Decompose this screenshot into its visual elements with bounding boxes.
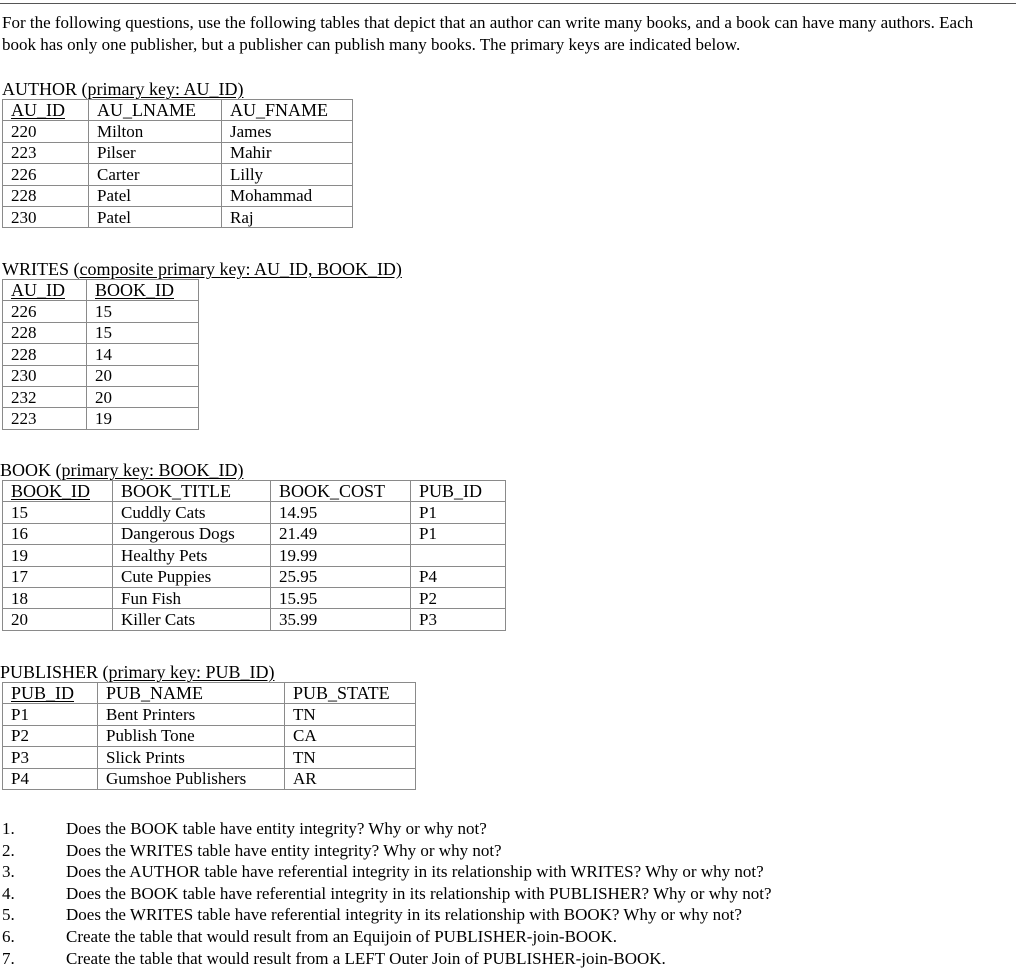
book-header-pub-id: PUB_ID <box>411 481 506 502</box>
author-table-cell: Milton <box>89 121 222 142</box>
author-table <box>2 99 353 228</box>
writes-table-row <box>3 386 199 407</box>
author-body <box>3 121 353 228</box>
publisher-table-row <box>3 704 416 725</box>
author-table-cell: Raj <box>222 206 353 227</box>
writes-table-row <box>3 344 199 365</box>
author-table-cell: Patel <box>89 206 222 227</box>
book-table-cell: Dangerous Dogs <box>113 523 271 544</box>
writes-table-cell: 232 <box>3 386 87 407</box>
book-table-cell: 15.95 <box>271 587 411 608</box>
publisher-table-cell: P2 <box>3 725 98 746</box>
author-table-cell: 226 <box>3 164 89 185</box>
author-caption-prefix: AUTHOR ( <box>2 79 88 99</box>
book-table-cell: 15 <box>3 502 113 523</box>
publisher-table-row <box>3 725 416 746</box>
question-text: Does the AUTHOR table have referential integrity in its relationship with WRITES? Why or why not? <box>66 862 764 882</box>
author-table-row <box>3 206 353 227</box>
author-table-cell: 230 <box>3 206 89 227</box>
publisher-table-cell: AR <box>285 768 416 789</box>
writes-caption <box>2 259 402 279</box>
question-item <box>2 883 772 905</box>
publisher-table-cell: P1 <box>3 704 98 725</box>
writes-caption-prefix: WRITES ( <box>2 259 80 279</box>
publisher-table-cell: Bent Printers <box>98 704 285 725</box>
writes-body <box>3 301 199 429</box>
book-caption <box>0 460 243 480</box>
book-header-book-title: BOOK_TITLE <box>113 481 271 502</box>
writes-table-cell: 20 <box>87 365 199 386</box>
book-header-book-id: BOOK_ID <box>3 481 113 502</box>
writes-table-cell: 14 <box>87 344 199 365</box>
publisher-header-pub-name: PUB_NAME <box>98 683 285 704</box>
author-caption-key: primary key: AU_ID) <box>87 79 244 99</box>
writes-header-row <box>3 280 199 301</box>
question-item <box>2 948 772 970</box>
publisher-table-cell: CA <box>285 725 416 746</box>
publisher-table-row <box>3 768 416 789</box>
book-table-cell: P2 <box>411 587 506 608</box>
author-table-cell: Mohammad <box>222 185 353 206</box>
writes-header-book-id: BOOK_ID <box>87 280 199 301</box>
writes-table-row <box>3 408 199 429</box>
author-table-row <box>3 142 353 163</box>
publisher-table-cell: P3 <box>3 747 98 768</box>
question-number: 6. <box>2 926 15 946</box>
question-number: 7. <box>2 948 15 968</box>
author-caption <box>2 79 243 99</box>
question-text: Does the WRITES table have entity integrity? Why or why not? <box>66 840 502 860</box>
author-header-au-lname: AU_LNAME <box>89 100 222 121</box>
book-table-row <box>3 609 506 630</box>
writes-table-cell: 19 <box>87 408 199 429</box>
book-table-row <box>3 545 506 566</box>
question-number: 5. <box>2 905 15 925</box>
book-table-cell: P1 <box>411 523 506 544</box>
writes-table-cell: 230 <box>3 365 87 386</box>
publisher-header-row <box>3 683 416 704</box>
author-table-cell: 220 <box>3 121 89 142</box>
writes-table-cell: 15 <box>87 301 199 322</box>
publisher-caption-key: primary key: PUB_ID) <box>108 662 275 682</box>
writes-table-cell: 228 <box>3 344 87 365</box>
writes-table-cell: 223 <box>3 408 87 429</box>
book-table-cell: 19 <box>3 545 113 566</box>
author-table-row <box>3 164 353 185</box>
book-header-book-cost: BOOK_COST <box>271 481 411 502</box>
publisher-caption-prefix: PUBLISHER ( <box>0 662 109 682</box>
author-table-cell: Lilly <box>222 164 353 185</box>
question-number: 2. <box>2 840 15 860</box>
book-table-cell: Cuddly Cats <box>113 502 271 523</box>
publisher-table-cell: TN <box>285 704 416 725</box>
book-body <box>3 502 506 630</box>
writes-table-cell: 15 <box>87 322 199 343</box>
book-table-cell: 21.49 <box>271 523 411 544</box>
author-table-cell: James <box>222 121 353 142</box>
publisher-table-cell: P4 <box>3 768 98 789</box>
publisher-table-cell: Slick Prints <box>98 747 285 768</box>
author-header-au-id: AU_ID <box>3 100 89 121</box>
book-table-row <box>3 523 506 544</box>
book-table-cell: P3 <box>411 609 506 630</box>
writes-table-cell: 20 <box>87 386 199 407</box>
book-table-cell: 20 <box>3 609 113 630</box>
book-table-row <box>3 566 506 587</box>
question-number: 4. <box>2 883 15 903</box>
top-divider <box>0 3 1016 4</box>
book-caption-prefix: BOOK ( <box>0 460 62 480</box>
publisher-table-row <box>3 747 416 768</box>
book-table-cell: 16 <box>3 523 113 544</box>
book-table-cell: Healthy Pets <box>113 545 271 566</box>
book-header-row <box>3 481 506 502</box>
intro-paragraph: For the following questions, use the following tables that depict that an author can write many books, and a book can have many authors. Each book has only one publisher, but a publisher can publish many books. The primary keys are indicated below. <box>2 13 974 54</box>
book-table-cell: P4 <box>411 566 506 587</box>
writes-table-row <box>3 322 199 343</box>
book-table-cell: Fun Fish <box>113 587 271 608</box>
author-header-row <box>3 100 353 121</box>
book-caption-key: primary key: BOOK_ID) <box>61 460 244 480</box>
book-table-cell: 35.99 <box>271 609 411 630</box>
book-table-cell <box>411 545 506 566</box>
question-text: Create the table that would result from an Equijoin of PUBLISHER-join-BOOK. <box>66 926 617 946</box>
author-table-row <box>3 121 353 142</box>
writes-caption-key: composite primary key: AU_ID, BOOK_ID) <box>79 259 402 279</box>
publisher-table <box>2 682 416 790</box>
question-text: Does the BOOK table have entity integrity? Why or why not? <box>66 819 487 838</box>
question-item <box>2 926 772 948</box>
question-text: Does the BOOK table have referential integrity in its relationship with PUBLISHER? Why or why not? <box>66 883 772 903</box>
question-number: 1. <box>2 819 15 838</box>
publisher-header-pub-id: PUB_ID <box>3 683 98 704</box>
publisher-table-cell: Gumshoe Publishers <box>98 768 285 789</box>
writes-table-cell: 228 <box>3 322 87 343</box>
book-table-cell: 17 <box>3 566 113 587</box>
book-table-cell: 25.95 <box>271 566 411 587</box>
question-item <box>2 818 772 840</box>
book-table-cell: Killer Cats <box>113 609 271 630</box>
writes-table <box>2 279 199 430</box>
book-table-cell: 19.99 <box>271 545 411 566</box>
book-table-cell: 14.95 <box>271 502 411 523</box>
publisher-table-cell: Publish Tone <box>98 725 285 746</box>
book-table-cell: 18 <box>3 587 113 608</box>
author-table-cell: Pilser <box>89 142 222 163</box>
question-text: Does the WRITES table have referential integrity in its relationship with BOOK? Why or why not? <box>66 905 742 925</box>
publisher-body <box>3 704 416 790</box>
publisher-header-pub-state: PUB_STATE <box>285 683 416 704</box>
book-table-row <box>3 502 506 523</box>
author-table-cell: Mahir <box>222 142 353 163</box>
publisher-caption <box>0 662 275 682</box>
question-list <box>2 818 772 969</box>
writes-table-row <box>3 365 199 386</box>
publisher-table-cell: TN <box>285 747 416 768</box>
author-table-row <box>3 185 353 206</box>
author-table-cell: 228 <box>3 185 89 206</box>
author-table-cell: 223 <box>3 142 89 163</box>
book-table-cell: P1 <box>411 502 506 523</box>
writes-table-cell: 226 <box>3 301 87 322</box>
writes-table-row <box>3 301 199 322</box>
author-table-cell: Carter <box>89 164 222 185</box>
question-item <box>2 840 772 862</box>
question-text: Create the table that would result from a LEFT Outer Join of PUBLISHER-join-BOOK. <box>66 948 666 968</box>
question-item <box>2 861 772 883</box>
writes-header-au-id: AU_ID <box>3 280 87 301</box>
question-number: 3. <box>2 862 15 882</box>
author-header-au-fname: AU_FNAME <box>222 100 353 121</box>
author-table-cell: Patel <box>89 185 222 206</box>
book-table <box>2 480 506 631</box>
question-item <box>2 904 772 926</box>
book-table-cell: Cute Puppies <box>113 566 271 587</box>
book-table-row <box>3 587 506 608</box>
